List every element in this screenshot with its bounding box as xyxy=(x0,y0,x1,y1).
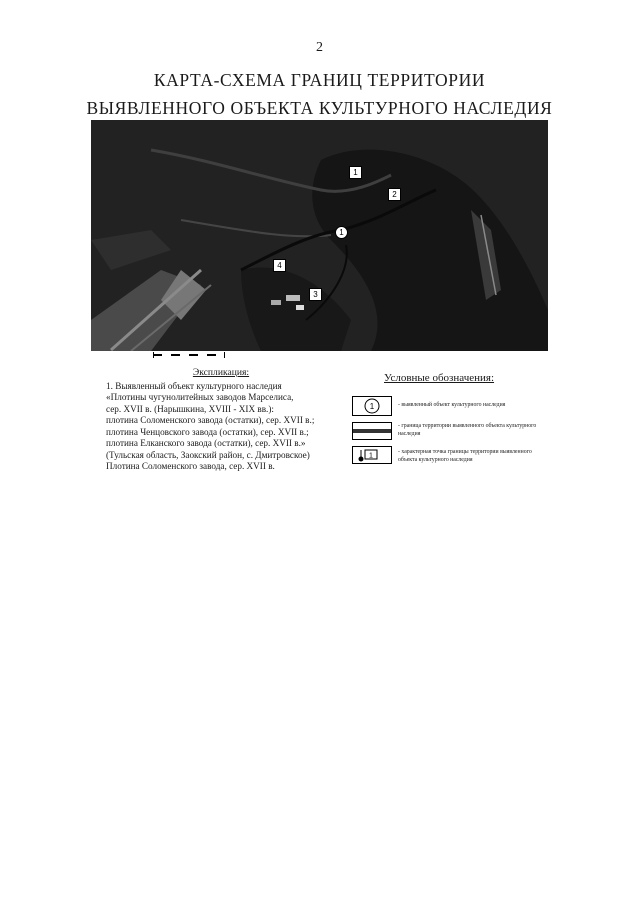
satellite-map xyxy=(91,120,548,351)
explication-line: 1. Выявленный объект культурного наследия xyxy=(106,380,282,391)
page-number: 2 xyxy=(316,40,323,55)
map-marker-3-square: 3 xyxy=(309,288,322,301)
map-marker-4-square: 4 xyxy=(273,259,286,272)
explication-line: плотина Елканского завода (остатки), сер. XVII в.» xyxy=(106,438,306,448)
map-marker-1-circle: 1 xyxy=(335,226,348,239)
map-title-line-1: КАРТА-СХЕМА ГРАНИЦ ТЕРРИТОРИИ xyxy=(153,70,486,90)
scale-bar xyxy=(153,352,225,358)
boundary-line-icon xyxy=(353,423,391,439)
explication-line: (Тульская область, Заокский район, с. Дмитровское) xyxy=(106,449,310,460)
legend-item-text: - граница территории выявленного объекта культурного наследия xyxy=(398,423,537,437)
satellite-map-image xyxy=(91,120,548,351)
legend-symbol-boundary xyxy=(352,422,392,440)
explication-line: Плотина Соломенского завода, сер. XVII в. xyxy=(106,461,275,471)
map-title-line-2: ВЫЯВЛЕННОГО ОБЪЕКТА КУЛЬТУРНОГО НАСЛЕДИЯ xyxy=(86,98,553,118)
legend-symbol1-label: 1 xyxy=(369,402,375,411)
legend-item-text: - характерная точка границы территории выявленного объекта культурного наследия xyxy=(398,449,532,463)
explication-line: плотина Соломенского завода (остатки), сер. XVII в.; xyxy=(106,415,315,425)
map-marker-2-square: 2 xyxy=(388,188,401,201)
legend-symbol-boundary-point xyxy=(352,446,392,464)
explication-line: «Плотины чугунолитейных заводов Марселиса, xyxy=(106,392,294,402)
explication-line: плотина Ченцовского завода (остатки), сер. XVII в.; xyxy=(106,426,309,437)
explication-block xyxy=(106,367,336,473)
map-marker-1-square: 1 xyxy=(349,166,362,179)
explication-heading: Экспликация: xyxy=(192,367,250,378)
legend-symbol3-label: 1 xyxy=(369,452,373,460)
explication-line: сер. XVII в. (Нарышкина, XVIII - XIX вв.): xyxy=(106,403,274,414)
legend-symbol-heritage-object xyxy=(352,396,392,416)
numbered-circle-icon xyxy=(353,397,391,415)
boundary-point-icon xyxy=(353,447,391,463)
legend-item-text: - выявленный объект культурного наследия xyxy=(398,402,506,408)
legend-heading: Условные обозначения: xyxy=(384,372,495,384)
